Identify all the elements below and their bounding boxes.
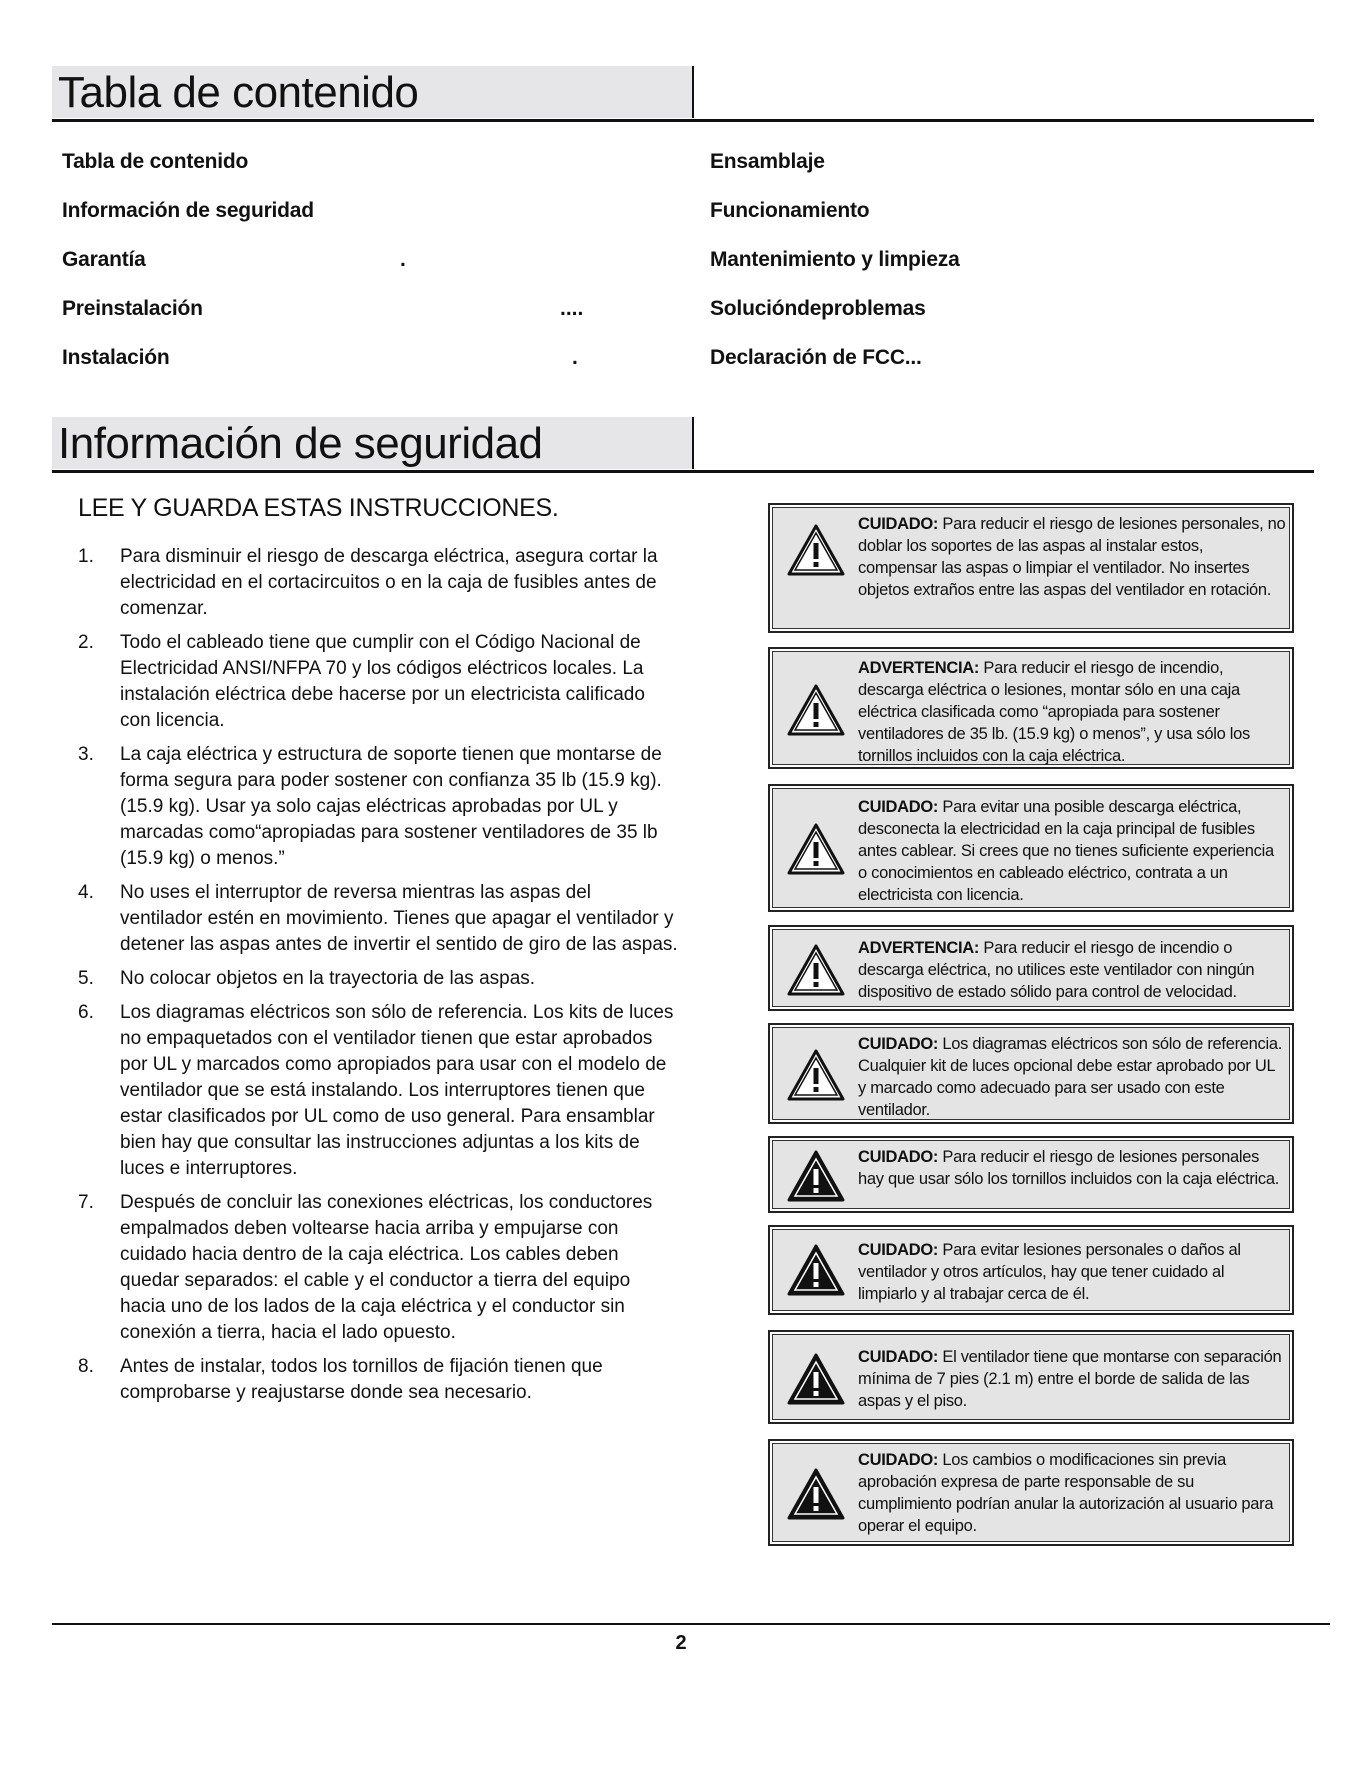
toc-leader-dots: .	[400, 248, 406, 271]
warning-triangle-icon	[786, 683, 846, 737]
warning-text	[858, 1346, 1286, 1412]
list-item	[78, 544, 678, 622]
rule-text: Para disminuir el riesgo de descarga eléctrica, asegura cortar la electricidad en el cortacircuitos o en la caja de fusibles antes de comenzar.	[120, 546, 658, 619]
warning-label: ADVERTENCIA:	[858, 659, 980, 677]
toc-item[interactable]: Funcionamiento	[710, 199, 870, 222]
page-number: 2	[675, 1632, 687, 1654]
warning-triangle-icon	[786, 1467, 846, 1521]
warning-label: CUIDADO:	[858, 1348, 939, 1366]
warning-text	[858, 1146, 1286, 1190]
warning-message: Para evitar lesiones personales o daños al ventilador y otros artículos, hay que tener cuidado al limpiarlo y al trabajar cerca de él.	[858, 1241, 1241, 1303]
rule-number: 1.	[78, 546, 94, 567]
list-item	[78, 1354, 678, 1406]
warning-box	[768, 1330, 1294, 1424]
toc-item[interactable]: Solucióndeproblemas	[710, 297, 926, 320]
toc-item[interactable]: Información de seguridad	[62, 199, 314, 222]
warning-box	[768, 1136, 1294, 1213]
toc-heading: Tabla de contenido	[58, 68, 419, 117]
rule-number: 4.	[78, 882, 94, 903]
toc-item[interactable]: Garantía	[62, 248, 146, 271]
warning-triangle-icon	[786, 822, 846, 876]
warning-triangle-icon	[786, 523, 846, 577]
rule-number: 6.	[78, 1002, 94, 1023]
safety-section-header	[52, 417, 1314, 473]
list-item	[78, 742, 678, 872]
warning-label: CUIDADO:	[858, 515, 939, 533]
warning-label: CUIDADO:	[858, 1148, 939, 1166]
rule-text: No colocar objetos en la trayectoria de las aspas.	[120, 968, 536, 989]
toc-leader-dots: .	[572, 346, 578, 369]
rule-text: Todo el cableado tiene que cumplir con el Código Nacional de Electricidad ANSI/NFPA 70 y los códigos eléctricos locales. La instalación eléctrica debe hacerse por un electricista calificado con licencia.	[120, 632, 645, 731]
warning-text	[858, 937, 1286, 1003]
warning-triangle-icon	[786, 1352, 846, 1406]
warning-message: Para reducir el riesgo de incendio o descarga eléctrica, no utilices este ventilador con ningún dispositivo de estado sólido para control de velocidad.	[858, 939, 1255, 1001]
safety-rules-list	[78, 544, 678, 1414]
toc-item[interactable]: Instalación	[62, 346, 170, 369]
warning-message: Para reducir el riesgo de incendio, descarga eléctrica o lesiones, montar sólo en una caja eléctrica clasificada como “apropiada para sostener ventiladores de 35 lb. (15.9 kg) o menos”, y usa sólo los tornillos incluidos con la caja eléctrica.	[858, 659, 1250, 765]
rule-number: 7.	[78, 1192, 94, 1213]
warning-message: Para reducir el riesgo de lesiones personales, no doblar los soportes de las aspas al instalar estos, compensar las aspas o limpiar el ventilador. No insertes objetos extraños entre las aspas del ventilador en rotación.	[858, 515, 1286, 599]
toc-header-rule	[52, 119, 1314, 122]
warning-triangle-icon	[786, 1243, 846, 1297]
warning-triangle-icon	[786, 1149, 846, 1203]
warning-box	[768, 925, 1294, 1011]
warning-box	[768, 784, 1294, 912]
warning-message: Los diagramas eléctricos son sólo de referencia. Cualquier kit de luces opcional debe estar aprobado por UL y marcado como adecuado para ser usado con este ventilador.	[858, 1035, 1282, 1119]
warning-box	[768, 1439, 1294, 1546]
toc-section-header	[52, 66, 1314, 122]
warning-text	[858, 796, 1286, 906]
toc-item[interactable]: Preinstalación	[62, 297, 203, 320]
toc-item[interactable]: Mantenimiento y limpieza	[710, 248, 960, 271]
warning-text	[858, 1449, 1286, 1537]
list-item	[78, 630, 678, 734]
warning-message: El ventilador tiene que montarse con separación mínima de 7 pies (2.1 m) entre el borde de salida de las aspas y el piso.	[858, 1348, 1282, 1410]
warning-message: Para evitar una posible descarga eléctrica, desconecta la electricidad en la caja principal de fusibles antes cablear. Si crees que no tienes suficiente experiencia o conocimientos en cableado eléctrico, contrata a un electricista con licencia.	[858, 798, 1274, 904]
warning-label: CUIDADO:	[858, 798, 939, 816]
warning-box	[768, 503, 1294, 633]
warning-text	[858, 513, 1286, 601]
rule-text: Antes de instalar, todos los tornillos de fijación tienen que comprobarse y reajustarse donde sea necesario.	[120, 1356, 603, 1403]
warning-box	[768, 647, 1294, 769]
rule-number: 8.	[78, 1356, 94, 1377]
toc-item[interactable]: Ensamblaje	[710, 150, 825, 173]
toc-item[interactable]: Declaración de FCC...	[710, 346, 922, 369]
warning-label: CUIDADO:	[858, 1241, 939, 1259]
warning-message: Los cambios o modificaciones sin previa aprobación expresa de parte responsable de su cumplimiento podrían anular la autorización al usuario para operar el equipo.	[858, 1451, 1274, 1535]
warning-label: CUIDADO:	[858, 1451, 939, 1469]
read-and-save-title: LEE Y GUARDA ESTAS INSTRUCCIONES.	[78, 494, 559, 522]
rule-number: 3.	[78, 744, 94, 765]
list-item	[78, 880, 678, 958]
rule-number: 5.	[78, 968, 94, 989]
warning-triangle-icon	[786, 943, 846, 997]
safety-header-rule	[52, 470, 1314, 473]
warning-triangle-icon	[786, 1048, 846, 1102]
toc-item[interactable]: Tabla de contenido	[62, 150, 249, 173]
warning-text	[858, 1239, 1286, 1305]
toc-leader-dots: ....	[560, 297, 584, 320]
rule-number: 2.	[78, 632, 94, 653]
rule-text: Después de concluir las conexiones eléctricas, los conductores empalmados deben voltearse hacia arriba y empujarse con cuidado hacia dentro de la caja eléctrica. Los cables deben quedar separados: el cable y el conductor a tierra del equipo hacia uno de los lados de la caja eléctrica y el conductor sin conexión a tierra, hacia el lado opuesto.	[120, 1192, 653, 1343]
footer-rule	[52, 1623, 1330, 1625]
list-item	[78, 1190, 678, 1346]
safety-heading: Información de seguridad	[58, 419, 543, 468]
warning-text	[858, 1033, 1286, 1121]
rule-text: No uses el interruptor de reversa mientras las aspas del ventilador estén en movimiento. Tienes que apagar el ventilador y detener las aspas antes de invertir el sentido de giro de las aspas.	[120, 882, 678, 955]
rule-text: Los diagramas eléctricos son sólo de referencia. Los kits de luces no empaquetados con el ventilador tienen que estar aprobados por UL y marcados como apropiados para usar con el modelo de ventilador que se está instalando. Los interruptores tienen que estar clasificados por UL como de uso general. Para ensamblar bien hay que consultar las instrucciones adjuntas a los kits de luces e interruptores.	[120, 1002, 674, 1179]
warning-box	[768, 1023, 1294, 1124]
warning-message: Para reducir el riesgo de lesiones personales hay que usar sólo los tornillos incluidos con la caja eléctrica.	[858, 1148, 1280, 1188]
warning-label: CUIDADO:	[858, 1035, 939, 1053]
list-item	[78, 1000, 678, 1182]
warning-label: ADVERTENCIA:	[858, 939, 980, 957]
rule-text: La caja eléctrica y estructura de soporte tienen que montarse de forma segura para poder sostener con confianza 35 lb (15.9 kg). (15.9 kg). Usar ya solo cajas eléctricas aprobadas por UL y marcadas como“apropiadas para sostener ventiladores de 35 lb (15.9 kg) o menos.”	[120, 744, 662, 869]
list-item	[78, 966, 678, 992]
warning-box	[768, 1225, 1294, 1315]
warning-text	[858, 657, 1286, 767]
